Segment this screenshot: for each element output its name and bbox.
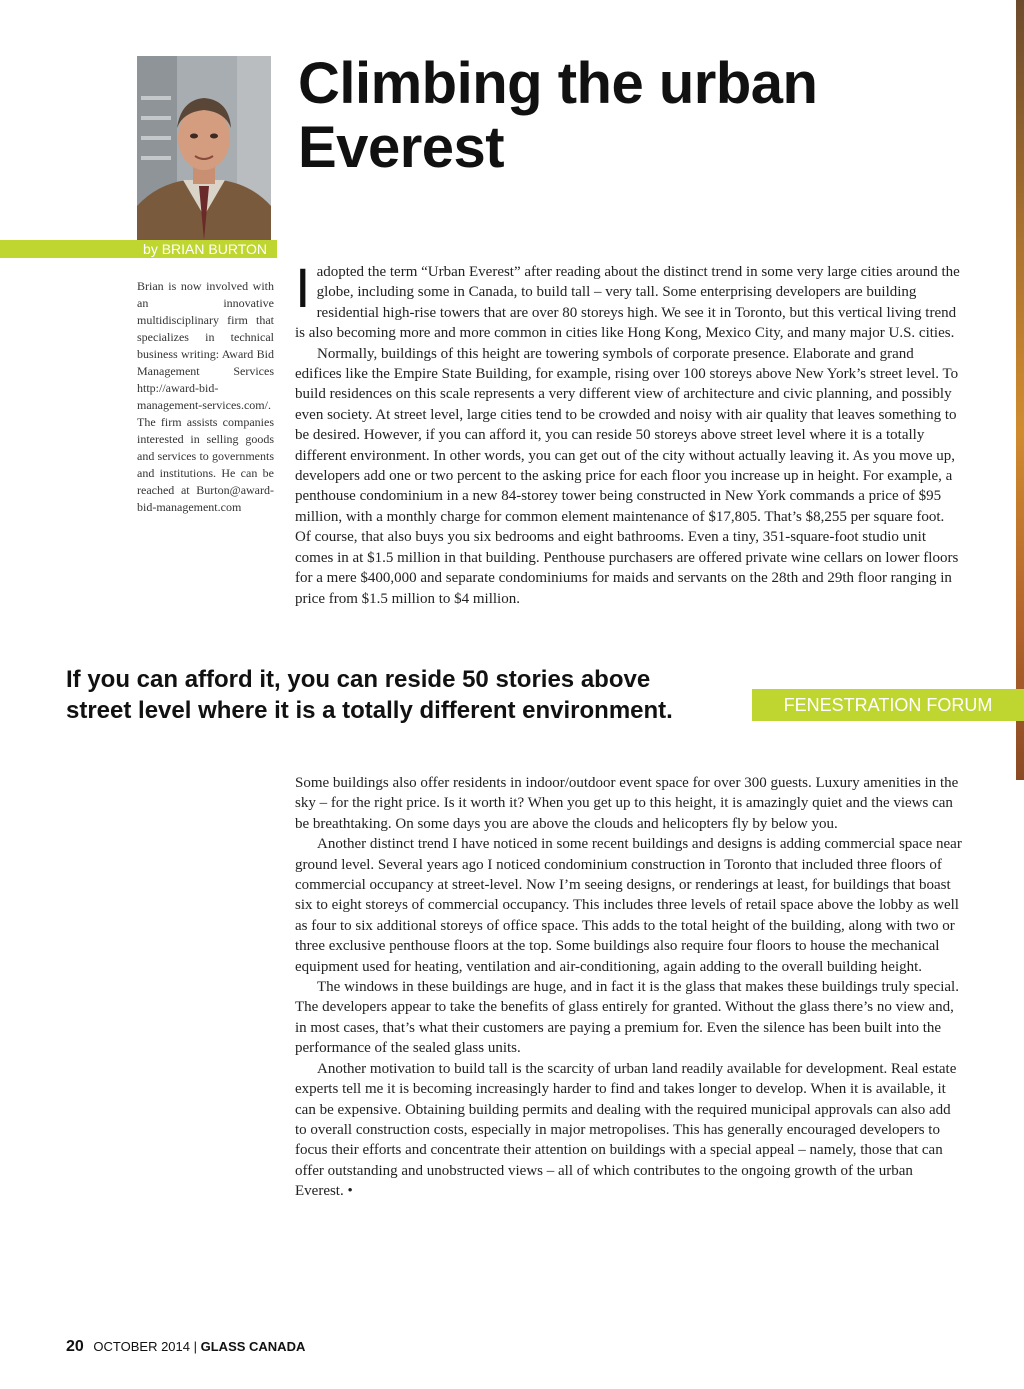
drop-cap: I: [295, 256, 311, 319]
article-title: Climbing the urban Everest: [298, 51, 818, 180]
article-body-bottom: [295, 773, 962, 1202]
body-paragraph: The windows in these buildings are huge, and in fact it is the glass that makes these buildings truly special. The developers appear to take the benefits of glass entirely for granted. Without the glass there’s no view and, in most cases, that’s what their customers are paying a premium for. Even the silence has been built into the performance of the sealed glass units.: [295, 979, 959, 1057]
body-paragraph: Normally, buildings of this height are towering symbols of corporate presence. Elaborate and grand edifices like the Empire State Building, for example, rising over 100 storeys above New York’s street level. To build residences on this scale represents a very different view of architecture and civic planning, and possibly even society. At street level, large cities tend to be crowded and noisy with air quality that leaves something to be desired. However, if you can afford it, you can reside 50 storeys above street level where it is a totally different environment. In other words, you can get out of the city without actually leaving it. As you move up, developers add one or two percent to the asking price for each floor you increase up in height. For example, a penthouse condominium in a new 84-storey tower being constructed in New York commands a price of $95 million, with a monthly charge for common element maintenance of $17,805. That’s $8,255 per square foot. Of course, that also buys you six bedrooms and eight bathrooms. Even a tiny, 351-square-foot studio unit comes in at $1.5 million in that building. Penthouse purchasers are offered private wine cellars on lower floors for a mere $400,000 and separate condominiums for maids and servants on the 28th and 29th floor ranging in price from $1.5 million to $4 million.: [295, 345, 959, 607]
author-byline: by BRIAN BURTON: [143, 241, 267, 257]
author-bio: Brian is now involved with an innovative multidisciplinary firm that specializes in technical business writing: Award Bid Management Services http://award-bid-management-services.com/. The firm assists companies interested in selling goods and services to governments and institutions. He can be reached at Burton@award-bid-management.com: [137, 279, 274, 514]
body-paragraph: Some buildings also offer residents in indoor/outdoor event space for over 300 guests. Luxury amenities in the sky – for the right price. Is it worth it? When you get up to this height, it is amazingly quiet and the views can be breathtaking. On some days you are above the clouds and helicopters fly by below you.: [295, 775, 959, 832]
section-label: FENESTRATION FORUM: [752, 689, 1024, 721]
byline-bar: [0, 240, 277, 258]
author-photo: [137, 56, 271, 240]
body-paragraph: Another motivation to build tall is the scarcity of urban land readily available for development. Real estate experts tell me it is becoming increasingly harder to find and takes longer to develop. When it is available, it can be expensive. Obtaining building permits and dealing with the required municipal approvals can also add to overall construction costs, especially in major metropolises. This has generally encouraged developers to focus their efforts and concentrate their attention on buildings with a special appeal – namely, those that can offer outstanding and unobstructed views – all of which contributes to the ongoing growth of the urban Everest. •: [295, 1060, 957, 1200]
issue-date: OCTOBER 2014 |: [93, 1339, 197, 1354]
page-footer: [66, 1338, 305, 1356]
pull-quote: If you can afford it, you can reside 50 stories above street level where it is a totally different environment.: [66, 666, 673, 724]
body-paragraph: Another distinct trend I have noticed in some recent buildings and designs is adding commercial space near ground level. Several years ago I noticed condominium construction in Toronto that included three floors of commercial occupancy at street-level. Now I’m seeing designs, or renderings at least, for buildings that boast six to eight storeys of commercial occupancy. This includes three levels of retail space above the lobby as well as four to six additional storeys of office space. This adds to the total height of the building, along with two or three exclusive penthouse floors at the top. Some buildings also require four floors to house the mechanical equipment used for heating, ventilation and air-conditioning, again adding to the overall building height.: [295, 836, 962, 975]
author-portrait-image: [137, 56, 271, 240]
page-edge-strip: [1016, 0, 1024, 780]
magazine-name: GLASS CANADA: [200, 1339, 306, 1354]
article-body-top: [295, 256, 962, 609]
body-paragraph: Iadopted the term “Urban Everest” after reading about the distinct trend in some very large cities around the globe, including some in Canada, to build tall – very tall. Some enterprising developers are building residential high-rise towers that are over 80 storeys high. We see it in Toronto, but this vertical living trend is also becoming more and more common in cities like Hong Kong, Mexico City, and many major U.S. cities.: [295, 256, 960, 342]
page-number: 20: [66, 1338, 84, 1355]
